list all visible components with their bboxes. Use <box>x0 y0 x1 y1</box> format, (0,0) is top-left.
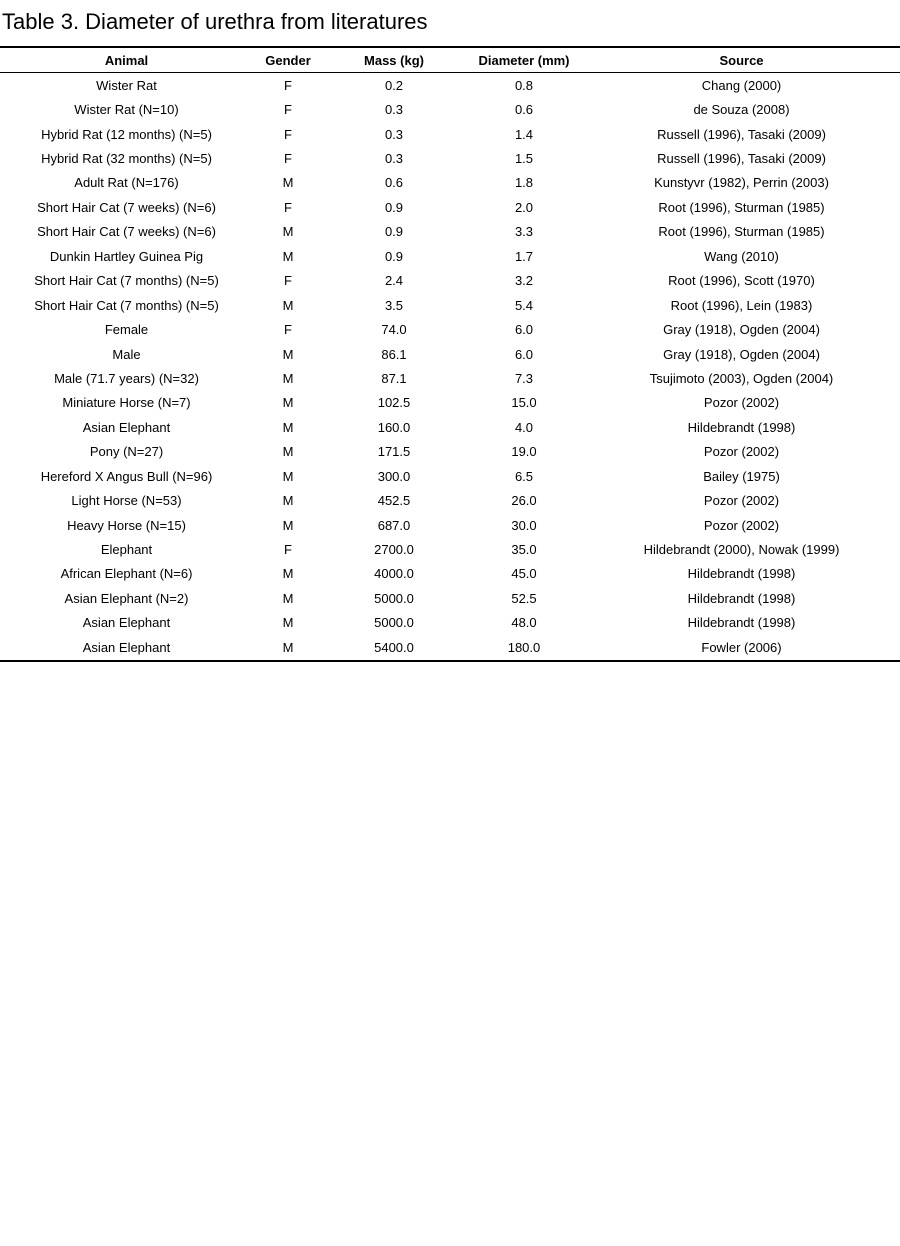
table-row <box>0 317 900 341</box>
cell-mass: 86.1 <box>381 346 407 362</box>
cell-mass: 0.3 <box>384 126 404 142</box>
cell-source: Pozor (2002) <box>703 395 780 411</box>
table-row <box>0 562 900 586</box>
cell-source: Chang (2000) <box>701 77 782 93</box>
cell-gender: M <box>282 224 294 240</box>
table-row <box>0 464 900 488</box>
table-body <box>0 73 900 661</box>
urethra-diameter-table <box>0 46 900 662</box>
cell-gender: F <box>284 102 292 118</box>
cell-animal: Asian Elephant <box>82 615 171 631</box>
table-row <box>0 488 900 512</box>
table-row <box>0 611 900 635</box>
cell-source: Hildebrandt (1998) <box>687 615 796 631</box>
cell-diameter: 45.0 <box>511 566 537 582</box>
cell-diameter: 52.5 <box>511 590 537 606</box>
table-row <box>0 122 900 146</box>
cell-diameter: 3.3 <box>514 224 534 240</box>
cell-gender: M <box>282 468 294 484</box>
cell-diameter: 4.0 <box>514 419 534 435</box>
table-row <box>0 220 900 244</box>
cell-animal: Asian Elephant <box>82 419 171 435</box>
cell-animal: Male <box>112 346 141 362</box>
column-header-diameter: Diameter (mm) <box>465 47 583 73</box>
cell-source: Bailey (1975) <box>703 468 780 484</box>
cell-mass: 160.0 <box>377 419 411 435</box>
cell-diameter: 7.3 <box>514 370 534 386</box>
cell-mass: 5400.0 <box>323 635 465 660</box>
cell-gender: F <box>284 199 292 215</box>
cell-animal: African Elephant (N=6) <box>60 566 193 582</box>
cell-animal: Dunkin Hartley Guinea Pig <box>49 248 204 264</box>
cell-mass: 0.3 <box>384 102 404 118</box>
cell-source: Hildebrandt (1998) <box>687 566 796 582</box>
cell-diameter: 6.0 <box>514 322 534 338</box>
cell-source: Hildebrandt (1998) <box>687 590 796 606</box>
cell-mass: 102.5 <box>377 395 411 411</box>
cell-animal: Hybrid Rat (32 months) (N=5) <box>41 151 212 167</box>
cell-gender: M <box>282 395 294 411</box>
table-row <box>0 97 900 121</box>
cell-diameter: 0.6 <box>514 102 534 118</box>
cell-animal: Short Hair Cat (7 months) (N=5) <box>34 297 219 313</box>
cell-source: Gray (1918), Ogden (2004) <box>663 322 820 338</box>
cell-diameter: 5.4 <box>514 297 534 313</box>
cell-diameter: 180.0 <box>465 635 583 660</box>
cell-gender: M <box>282 248 294 264</box>
cell-mass: 74.0 <box>381 322 407 338</box>
cell-gender: M <box>282 419 294 435</box>
cell-diameter: 0.8 <box>514 77 534 93</box>
cell-mass: 87.1 <box>381 370 407 386</box>
table-row <box>0 366 900 390</box>
cell-mass: 5000.0 <box>374 615 414 631</box>
cell-diameter: 1.8 <box>514 175 534 191</box>
cell-diameter: 3.2 <box>514 273 534 289</box>
table-row <box>0 440 900 464</box>
cell-animal: Heavy Horse (N=15) <box>67 517 186 533</box>
cell-diameter: 26.0 <box>511 493 537 509</box>
cell-source: Wang (2010) <box>704 248 779 264</box>
cell-source: Pozor (2002) <box>703 493 780 509</box>
cell-mass: 171.5 <box>377 444 411 460</box>
cell-mass: 687.0 <box>377 517 411 533</box>
table-row <box>0 537 900 561</box>
cell-diameter: 6.5 <box>514 468 534 484</box>
cell-animal: Hybrid Rat (12 months) (N=5) <box>41 126 212 142</box>
cell-diameter: 19.0 <box>511 444 537 460</box>
column-header-mass: Mass (kg) <box>323 47 465 73</box>
table-row <box>0 513 900 537</box>
cell-diameter: 6.0 <box>514 346 534 362</box>
table-row <box>0 391 900 415</box>
cell-source: Root (1996), Sturman (1985) <box>658 224 825 240</box>
cell-animal: Wister Rat (N=10) <box>74 102 179 118</box>
table-row <box>0 342 900 366</box>
cell-gender: M <box>282 615 294 631</box>
cell-gender: M <box>282 590 294 606</box>
cell-gender: F <box>284 126 292 142</box>
cell-mass: 4000.0 <box>374 566 414 582</box>
cell-source: Hildebrandt (1998) <box>687 419 796 435</box>
cell-source: Kunstyvr (1982), Perrin (2003) <box>654 175 829 191</box>
table-row <box>0 415 900 439</box>
cell-diameter: 30.0 <box>511 517 537 533</box>
table-row <box>0 269 900 293</box>
cell-source: Root (1996), Scott (1970) <box>668 273 815 289</box>
cell-mass: 0.9 <box>384 248 404 264</box>
cell-mass: 0.9 <box>384 199 404 215</box>
cell-source: Pozor (2002) <box>703 517 780 533</box>
cell-mass: 300.0 <box>377 468 411 484</box>
cell-animal: Short Hair Cat (7 weeks) (N=6) <box>37 224 216 240</box>
table-row <box>0 171 900 195</box>
cell-animal: Female <box>104 322 149 338</box>
cell-diameter: 2.0 <box>514 199 534 215</box>
cell-mass: 0.6 <box>384 175 404 191</box>
cell-animal: Short Hair Cat (7 weeks) (N=6) <box>37 199 216 215</box>
cell-animal: Pony (N=27) <box>89 444 164 460</box>
cell-animal: Hereford X Angus Bull (N=96) <box>40 468 213 484</box>
cell-gender: M <box>282 175 294 191</box>
table-row <box>0 244 900 268</box>
column-header-source: Source <box>583 47 900 73</box>
cell-mass: 0.2 <box>384 77 404 93</box>
table-row <box>0 586 900 610</box>
cell-animal: Miniature Horse (N=7) <box>62 395 191 411</box>
cell-gender: M <box>282 493 294 509</box>
table-row <box>0 73 900 98</box>
cell-gender: M <box>282 297 294 313</box>
cell-animal: Wister Rat <box>96 77 157 93</box>
cell-gender: M <box>282 370 294 386</box>
cell-diameter: 1.5 <box>514 151 534 167</box>
cell-mass: 452.5 <box>377 493 411 509</box>
cell-source: Tsujimoto (2003), Ogden (2004) <box>649 370 834 386</box>
cell-gender: M <box>253 635 323 660</box>
cell-source: Root (1996), Sturman (1985) <box>658 199 825 215</box>
cell-animal: Asian Elephant <box>0 635 253 660</box>
table-header <box>0 47 900 73</box>
cell-animal: Adult Rat (N=176) <box>74 175 179 191</box>
cell-mass: 2700.0 <box>374 542 414 558</box>
cell-mass: 0.9 <box>384 224 404 240</box>
cell-gender: F <box>284 322 292 338</box>
cell-gender: F <box>284 151 292 167</box>
cell-mass: 3.5 <box>384 297 404 313</box>
cell-source: Gray (1918), Ogden (2004) <box>663 346 820 362</box>
header-row <box>0 47 900 73</box>
cell-gender: M <box>282 517 294 533</box>
cell-source: Russell (1996), Tasaki (2009) <box>657 151 826 167</box>
column-header-gender: Gender <box>253 47 323 73</box>
cell-mass: 0.3 <box>384 151 404 167</box>
cell-mass: 5000.0 <box>374 590 414 606</box>
cell-animal: Asian Elephant (N=2) <box>64 590 189 606</box>
table-row <box>0 635 900 660</box>
cell-gender: M <box>282 444 294 460</box>
cell-animal: Light Horse (N=53) <box>71 493 182 509</box>
cell-source: Pozor (2002) <box>703 444 780 460</box>
cell-gender: M <box>282 346 294 362</box>
column-header-animal: Animal <box>0 47 253 73</box>
cell-diameter: 48.0 <box>511 615 537 631</box>
table-row <box>0 195 900 219</box>
cell-gender: M <box>282 566 294 582</box>
cell-diameter: 15.0 <box>511 395 537 411</box>
table-row <box>0 146 900 170</box>
cell-animal: Male (71.7 years) (N=32) <box>54 370 199 386</box>
cell-gender: F <box>284 77 292 93</box>
cell-gender: F <box>284 273 292 289</box>
cell-source: Russell (1996), Tasaki (2009) <box>657 126 826 142</box>
table-row <box>0 293 900 317</box>
cell-diameter: 1.7 <box>514 248 534 264</box>
table-caption: Table 3. Diameter of urethra from literatures <box>2 9 428 34</box>
cell-source: Root (1996), Lein (1983) <box>670 297 813 313</box>
cell-source: de Souza (2008) <box>693 102 790 118</box>
cell-diameter: 35.0 <box>511 542 537 558</box>
cell-gender: F <box>284 542 292 558</box>
cell-animal: Elephant <box>100 542 153 558</box>
cell-source: Fowler (2006) <box>583 635 900 660</box>
cell-diameter: 1.4 <box>514 126 534 142</box>
cell-animal: Short Hair Cat (7 months) (N=5) <box>34 273 219 289</box>
cell-source: Hildebrandt (2000), Nowak (1999) <box>643 542 840 558</box>
cell-mass: 2.4 <box>384 273 404 289</box>
